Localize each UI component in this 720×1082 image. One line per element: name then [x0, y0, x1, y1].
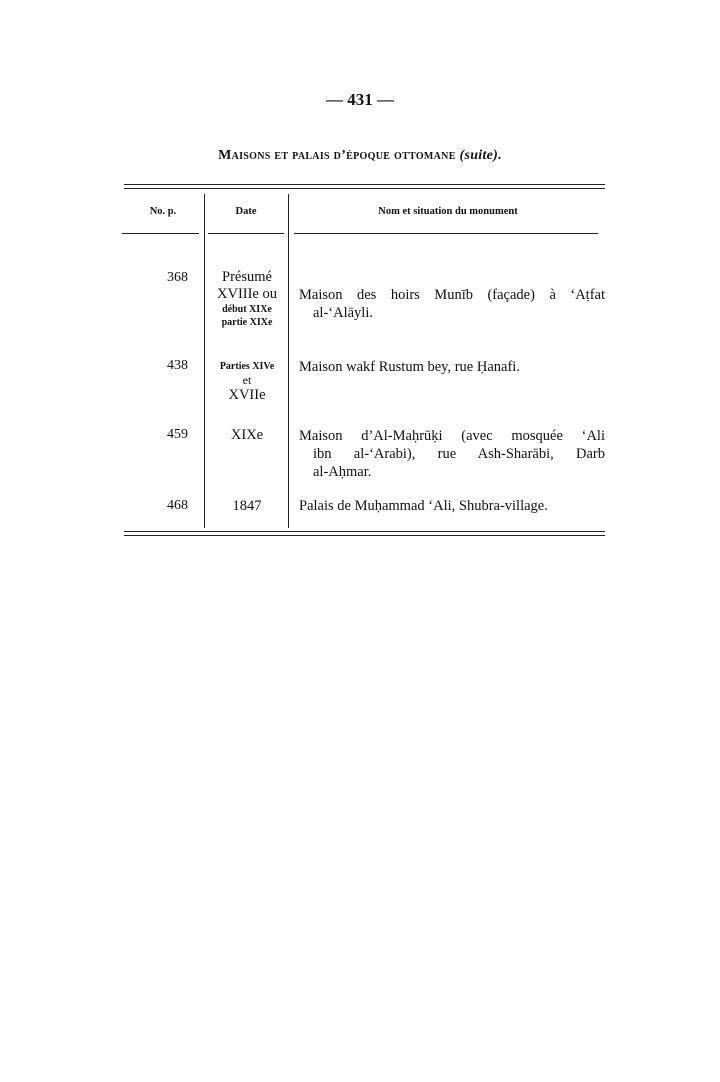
table-title-main: Maisons et palais d’époque ottomane: [218, 148, 456, 163]
row-monument: [299, 286, 605, 322]
row-date: [206, 498, 288, 515]
page-number: — 431 —: [326, 90, 394, 109]
table-title: [0, 148, 720, 164]
column-divider: [288, 194, 289, 528]
header-no: No. p.: [149, 206, 177, 217]
header-rule-no: [122, 233, 199, 234]
monument-line: ibn al-‘Arabi), rue Ash-Sharābi, Darb: [313, 446, 605, 462]
date-line: Présumé: [222, 269, 272, 285]
table-bottom-rule-thin: [124, 535, 605, 536]
date-line: Parties XIVe: [219, 361, 275, 372]
date-line: XIXe: [230, 427, 264, 443]
monument-line: Maison wakf Rustum bey, rue Ḥanafi.: [299, 359, 520, 375]
column-divider: [204, 194, 205, 528]
row-monument: [299, 497, 605, 515]
row-date: [206, 269, 288, 329]
row-date: [206, 427, 288, 444]
monument-line: Maison d’Al-Maḥrūḳi (avec mosquée ‘Ali: [299, 428, 605, 444]
date-line: 1847: [232, 498, 262, 514]
header-name: Nom et situation du monument: [378, 206, 518, 217]
row-monument: [299, 358, 605, 376]
monument-line: Palais de Muḥammad ‘Ali, Shubra-village.: [299, 498, 548, 514]
monument-line: Maison des hoirs Munīb (façade) à ‘Aṭfat: [299, 287, 605, 303]
row-date: [206, 360, 288, 404]
row-page-number: 468: [167, 498, 188, 513]
date-line: XVIIe: [228, 387, 266, 403]
date-line: et: [242, 373, 252, 387]
row-page-number: 459: [167, 427, 188, 442]
table-top-rule-thin: [124, 188, 605, 189]
header-rule-name: [294, 233, 598, 234]
row-page-number: 438: [167, 358, 188, 373]
header-rule-date: [208, 233, 284, 234]
row-monument: [299, 427, 605, 481]
row-page-number: 368: [167, 270, 188, 285]
table-bottom-rule: [124, 531, 605, 532]
date-line: partie XIXe: [221, 317, 273, 328]
monument-line: al-Aḥmar.: [313, 464, 372, 480]
header-date: Date: [235, 206, 257, 217]
table-title-suite: (suite).: [459, 148, 502, 163]
monument-line: al-‘Alāyli.: [313, 305, 373, 321]
date-line: XVIIIe ou: [217, 286, 277, 302]
table-top-rule: [124, 184, 605, 185]
date-line: début XIXe: [222, 304, 272, 315]
